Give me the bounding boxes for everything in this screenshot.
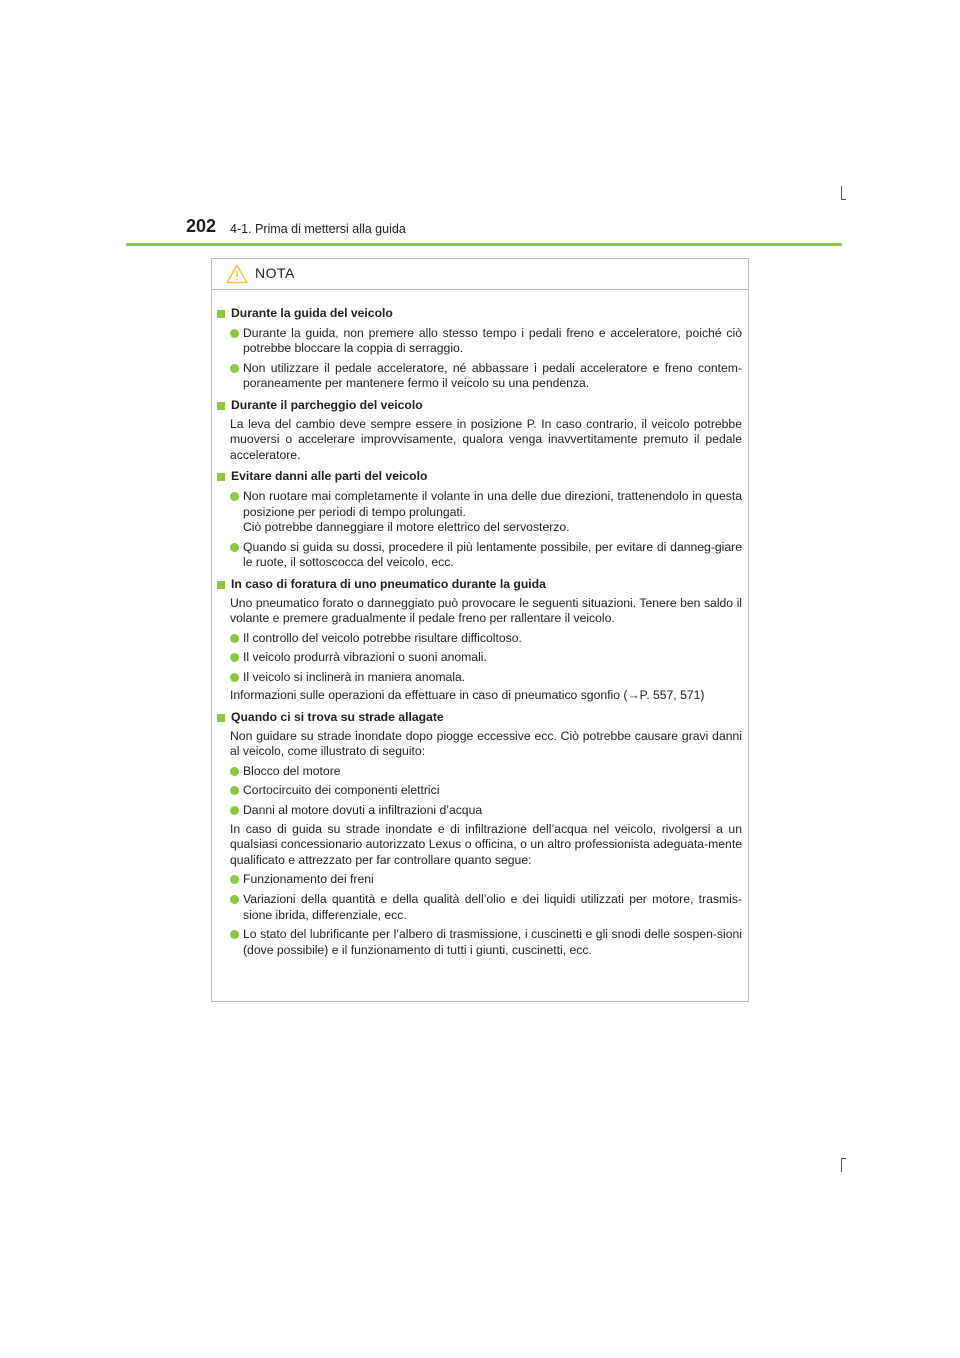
crop-mark-top-right xyxy=(841,186,842,200)
paragraph: La leva del cambio deve sempre essere in posizione P. In caso contrario, il veicolo potrebbe muoversi o accelerare improvvisamente, qualora venga inavvertitamente premuto il pedale acceleratore. xyxy=(230,416,742,462)
list-item-line: Ciò potrebbe danneggiare il motore elettrico del servosterzo. xyxy=(243,520,570,535)
circle-bullet-icon xyxy=(230,329,239,338)
crop-mark-bottom-right xyxy=(841,1158,842,1172)
list-item xyxy=(230,872,742,888)
list-item-text: Danni al motore dovuti a infiltrazioni d’acqua xyxy=(243,803,483,818)
circle-bullet-icon xyxy=(230,786,239,795)
section-title: 4-1. Prima di mettersi alla guida xyxy=(230,222,406,236)
list-item xyxy=(230,540,742,571)
paragraph: Non guidare su strade inondate dopo piogge eccessive ecc. Ciò potrebbe causare gravi danni al veicolo, come illustrato di seguito: xyxy=(230,728,742,759)
circle-bullet-icon xyxy=(230,634,239,643)
heading-text: Evitare danni alle parti del veicolo xyxy=(231,469,428,484)
square-bullet-icon xyxy=(217,714,225,722)
circle-bullet-icon xyxy=(230,895,239,904)
square-bullet-icon xyxy=(217,581,225,589)
paragraph: In caso di guida su strade inondate e di infiltrazione dell’acqua nel veicolo, rivolgersi a un qualsiasi concessionario autorizzato Lexus o officina, o un altro professionista adeguata-mente qualificato e attrezzato per far controllare quanto segue: xyxy=(230,821,742,867)
list-item-text: Cortocircuito dei componenti elettrici xyxy=(243,783,440,798)
section-heading xyxy=(217,306,742,322)
section-heading xyxy=(217,469,742,485)
list-item-text: Il veicolo si inclinerà in maniera anomala. xyxy=(243,669,466,684)
heading-text: Durante il parcheggio del veicolo xyxy=(231,397,423,412)
warning-triangle-icon xyxy=(226,264,248,284)
list-item xyxy=(230,892,742,923)
circle-bullet-icon xyxy=(230,653,239,662)
section-heading xyxy=(217,577,742,593)
list-item-text: Lo stato del lubrificante per l’albero di trasmissione, i cuscinetti e gli snodi delle sospen-sioni (dove possibile) e il funzionamento di tutti i giunti, cuscinetti, ecc. xyxy=(243,927,742,957)
square-bullet-icon xyxy=(217,473,225,481)
note-header xyxy=(212,259,748,290)
list-item-text: Il veicolo produrrà vibrazioni o suoni anomali. xyxy=(243,650,487,665)
list-item xyxy=(230,670,742,686)
paragraph: Informazioni sulle operazioni da effettuare in caso di pneumatico sgonfio (→P. 557, 571) xyxy=(230,688,705,703)
circle-bullet-icon xyxy=(230,673,239,682)
section-heading xyxy=(217,710,742,726)
page-number: 202 xyxy=(186,216,217,236)
list-item xyxy=(230,326,742,357)
square-bullet-icon xyxy=(217,402,225,410)
list-item-line: Non ruotare mai completamente il volante in una delle due direzioni, trattenendolo in questa posizione per periodi di tempo prolungati. xyxy=(243,488,742,519)
circle-bullet-icon xyxy=(230,875,239,884)
note-box xyxy=(211,258,749,1002)
heading-text: Durante la guida del veicolo xyxy=(231,306,393,320)
list-item-text: Il controllo del veicolo potrebbe risultare difficoltoso. xyxy=(243,630,522,645)
list-item xyxy=(230,631,742,647)
list-item xyxy=(230,803,742,819)
list-item-text: Variazioni della quantità e della qualità dell’olio e dei liquidi utilizzati per motore, trasmis-sione ibrida, differenziale, ecc. xyxy=(243,892,742,922)
crop-mark-bottom-right-head xyxy=(841,1158,846,1159)
list-item-text: Quando si guida su dossi, procedere il più lentamente possibile, per evitare di danneg-giare le ruote, il sottoscocca del veicolo, ecc. xyxy=(243,539,742,570)
note-title: NOTA xyxy=(255,265,295,281)
heading-text: Quando ci si trova su strade allagate xyxy=(231,710,444,725)
crop-mark-top-right-foot xyxy=(841,199,846,200)
list-item xyxy=(230,361,742,392)
list-item-text: Funzionamento dei freni xyxy=(243,872,374,887)
list-item xyxy=(230,489,742,536)
paragraph: Uno pneumatico forato o danneggiato può provocare le seguenti situazioni. Tenere ben saldo il volante e premere gradualmente il pedale freno per rallentare il veicolo. xyxy=(230,595,742,626)
list-item xyxy=(230,764,742,780)
circle-bullet-icon xyxy=(230,930,239,939)
list-item-text: Blocco del motore xyxy=(243,763,341,778)
circle-bullet-icon xyxy=(230,543,239,552)
list-item-text: Non utilizzare il pedale acceleratore, né abbassare i pedali acceleratore e freno contem-poraneamente per mantenere fermo il veicolo su una pendenza. xyxy=(243,360,742,391)
list-item xyxy=(230,783,742,799)
list-item-text xyxy=(243,489,742,536)
circle-bullet-icon xyxy=(230,767,239,776)
list-item xyxy=(230,650,742,666)
header-rule xyxy=(126,243,842,246)
square-bullet-icon xyxy=(217,310,225,318)
list-item xyxy=(230,927,742,958)
section-heading xyxy=(217,398,742,414)
circle-bullet-icon xyxy=(230,492,239,501)
note-body xyxy=(212,290,748,958)
list-item-text: Durante la guida, non premere allo stesso tempo i pedali freno e acceleratore, poiché ciò potrebbe bloccare la coppia di serraggio. xyxy=(243,325,742,356)
circle-bullet-icon xyxy=(230,364,239,373)
circle-bullet-icon xyxy=(230,806,239,815)
heading-text: In caso di foratura di uno pneumatico durante la guida xyxy=(231,576,546,591)
